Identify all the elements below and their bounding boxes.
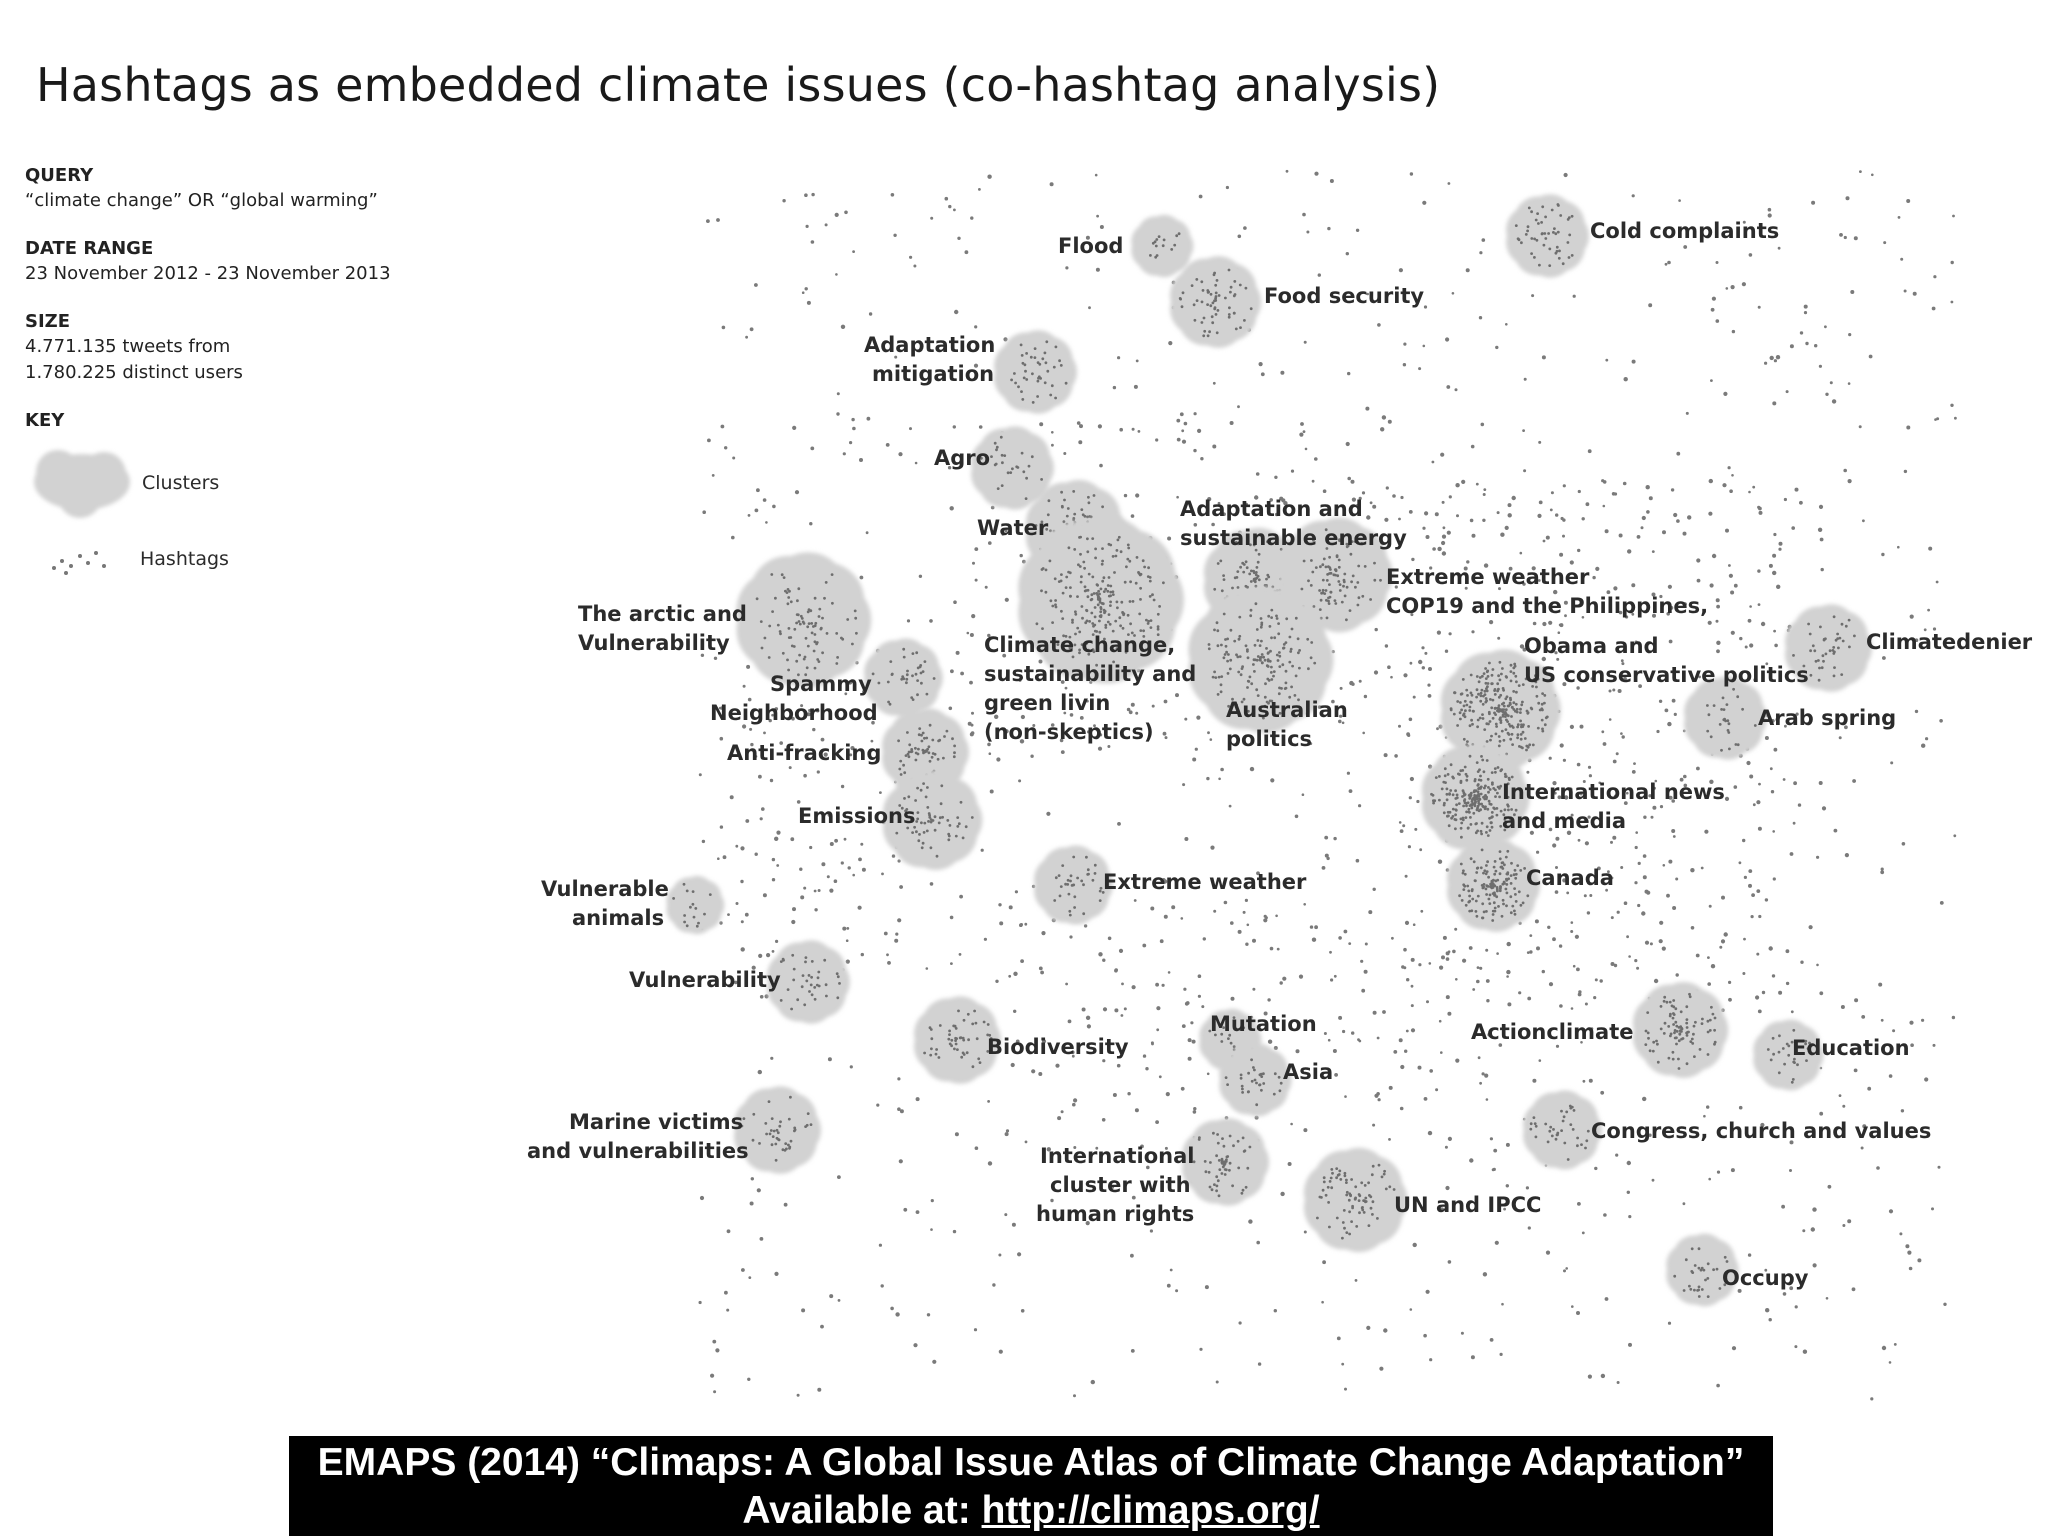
label-climatedenier: Climatedenier — [1866, 630, 2033, 654]
label-vulnerability: Vulnerability — [629, 968, 781, 992]
label-arab-spring: Arab spring — [1758, 706, 1897, 730]
label-actionclimate: Actionclimate — [1471, 1020, 1634, 1044]
label-biodiversity: Biodiversity — [987, 1035, 1129, 1059]
cluster-arab-spring — [1684, 676, 1767, 759]
citation-line-2 — [289, 1487, 1773, 1535]
cluster-climate-change — [1018, 517, 1184, 684]
label-obama-2: US conservative politics — [1524, 663, 1809, 687]
label-occupy: Occupy — [1722, 1266, 1809, 1290]
label-arctic-2: Vulnerability — [578, 631, 730, 655]
label-congress: Congress, church and values — [1591, 1119, 1932, 1143]
legend-hashtag-dots — [52, 551, 106, 575]
label-extreme-cop-1: Extreme weather — [1386, 565, 1590, 589]
label-flood: Flood — [1058, 234, 1124, 258]
cluster-asia — [1219, 1044, 1292, 1117]
legend-hashtags-label: Hashtags — [140, 548, 229, 570]
label-arctic-1: The arctic and — [578, 602, 747, 626]
label-marine-2: and vulnerabilities — [527, 1139, 749, 1163]
slide-title: Hashtags as embedded climate issues (co-hashtag analysis) — [36, 58, 1441, 112]
legend-date-heading: DATE RANGE — [25, 238, 154, 259]
label-un-ipcc: UN and IPCC — [1394, 1193, 1542, 1217]
label-agro: Agro — [934, 446, 991, 470]
cluster-extreme-weather — [1034, 845, 1113, 924]
label-spammy-1: Spammy — [770, 672, 872, 696]
citation-banner — [289, 1436, 1773, 1536]
label-food-security: Food security — [1264, 284, 1425, 308]
label-adaptation-mitigation-2: mitigation — [872, 362, 995, 386]
label-climate-change-4: (non-skeptics) — [984, 720, 1154, 744]
cluster-vulnerable-animals — [666, 876, 724, 934]
citation-prefix: Available at: — [742, 1489, 982, 1532]
legend-size-line1: 4.771.135 tweets from — [25, 336, 231, 357]
label-spammy-2: Neighborhood — [710, 701, 878, 725]
legend-cluster-swatch — [34, 450, 130, 518]
cluster-actionclimate — [1633, 982, 1728, 1078]
climaps-link[interactable]: http://climaps.org/ — [981, 1489, 1320, 1532]
legend-clusters-label: Clusters — [142, 472, 220, 494]
label-climate-change-1: Climate change, — [984, 633, 1176, 657]
label-adaptation-energy-1: Adaptation and — [1180, 497, 1363, 521]
label-extreme-weather: Extreme weather — [1103, 870, 1307, 894]
label-obama-1: Obama and — [1524, 634, 1659, 658]
label-emissions: Emissions — [798, 804, 916, 828]
label-asia: Asia — [1283, 1060, 1334, 1084]
label-extreme-cop-2: COP19 and the Philippines, — [1386, 594, 1709, 618]
cluster-intl-human-rights — [1182, 1118, 1269, 1206]
label-vulnerable-animals-1: Vulnerable — [541, 877, 669, 901]
label-education: Education — [1792, 1036, 1910, 1060]
label-australian-1: Australian — [1226, 698, 1348, 722]
legend-size-line2: 1.780.225 distinct users — [25, 362, 243, 383]
citation-line-1: EMAPS (2014) “Climaps: A Global Issue Atlas of Climate Change Adaptation” — [317, 1441, 1745, 1484]
label-climate-change-2: sustainability and — [984, 662, 1197, 686]
label-cold-complaints: Cold complaints — [1590, 219, 1780, 243]
label-intl-news-1: International news — [1502, 780, 1725, 804]
label-adaptation-mitigation-1: Adaptation — [864, 333, 996, 357]
label-intl-cluster-2: cluster with — [1050, 1173, 1191, 1197]
label-mutation: Mutation — [1210, 1012, 1317, 1036]
legend-query-heading: QUERY — [25, 165, 94, 186]
legend-key-heading: KEY — [25, 410, 65, 431]
label-intl-cluster-3: human rights — [1036, 1202, 1195, 1226]
label-marine-1: Marine victims — [569, 1110, 744, 1134]
label-vulnerable-animals-2: animals — [572, 906, 665, 930]
legend-size-heading: SIZE — [25, 311, 71, 332]
cluster-arctic — [737, 552, 872, 688]
legend-date-text: 23 November 2012 - 23 November 2013 — [25, 263, 391, 284]
cluster-un-ipcc — [1304, 1148, 1408, 1252]
label-climate-change-3: green livin — [984, 691, 1111, 715]
cluster-adaptation-mitigation — [994, 330, 1077, 413]
label-water: Water — [977, 516, 1049, 540]
legend-query-text: “climate change” OR “global warming” — [25, 190, 378, 211]
label-adaptation-energy-2: sustainable energy — [1180, 526, 1407, 550]
cluster-flood — [1131, 215, 1193, 278]
label-anti-fracking: Anti-fracking — [727, 741, 882, 765]
label-intl-news-2: and media — [1502, 809, 1626, 833]
cluster-food-security — [1170, 256, 1261, 348]
label-canada: Canada — [1526, 866, 1614, 890]
label-australian-2: politics — [1226, 727, 1313, 751]
label-intl-cluster-1: International — [1040, 1144, 1195, 1168]
cluster-cold-complaints — [1506, 194, 1589, 277]
